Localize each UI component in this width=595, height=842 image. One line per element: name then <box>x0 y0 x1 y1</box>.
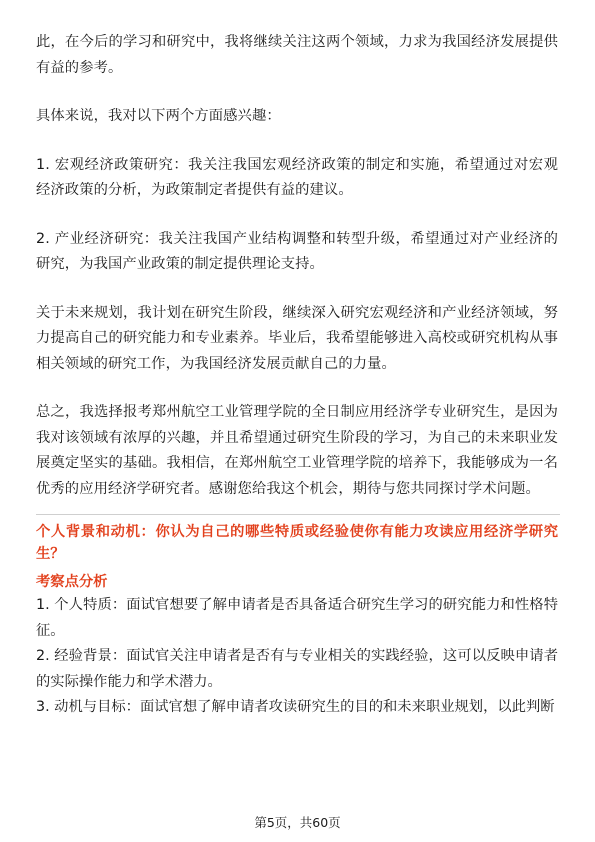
page-number-footer: 第5页，共60页 <box>254 815 341 830</box>
paragraph-interest-industry: 2. 产业经济研究：我关注我国产业结构调整和转型升级，希望通过对产业经济的研究，为我国产业政策的制定提供理论支持。 <box>36 230 558 272</box>
paragraph-future-plan: 关于未来规划，我计划在研究生阶段，继续深入研究宏观经济和产业经济领域，努力提高自己的研究能力和专业素养。毕业后，我希望能够进入高校或研究机构从事相关领域的研究工作，为我国经济发展贡献自己的力量。 <box>36 304 558 372</box>
analysis-point: 3. 动机与目标：面试官想了解申请者攻读研究生的目的和未来职业规划，以此判断 <box>36 699 555 715</box>
paragraph-interests-intro: 具体来说，我对以下两个方面感兴趣： <box>36 108 281 124</box>
analysis-point: 1. 个人特质：面试官想要了解申请者是否具备适合研究生学习的研究能力和性格特征。 <box>36 597 558 639</box>
paragraph-conclusion: 总之，我选择报考郑州航空工业管理学院的全日制应用经济学专业研究生，是因为我对该领域有浓厚的兴趣，并且希望通过研究生阶段的学习，为自己的未来职业发展奠定坚实的基础。我相信，在郑州航空工业管理学院的培养下，我能够成为一名优秀的应用经济学研究者。感谢您给我这个机会，期待与您共同探讨学术问题。 <box>36 404 558 497</box>
paragraph-interest-macro: 1. 宏观经济政策研究：我关注我国宏观经济政策的制定和实施，希望通过对宏观经济政策的分析，为政策制定者提供有益的建议。 <box>36 156 558 198</box>
document-page <box>36 30 558 721</box>
section-divider <box>36 514 560 515</box>
analysis-heading: 考察点分析 <box>36 574 108 590</box>
paragraph-continuation: 此，在今后的学习和研究中，我将继续关注这两个领域，力求为我国经济发展提供有益的参考。 <box>36 34 558 76</box>
question-title: 个人背景和动机：你认为自己的哪些特质或经验使你有能力攻读应用经济学研究生？ <box>36 524 558 562</box>
analysis-point: 2. 经验背景：面试官关注申请者是否有与专业相关的实践经验，这可以反映申请者的实际操作能力和学术潜力。 <box>36 648 558 690</box>
